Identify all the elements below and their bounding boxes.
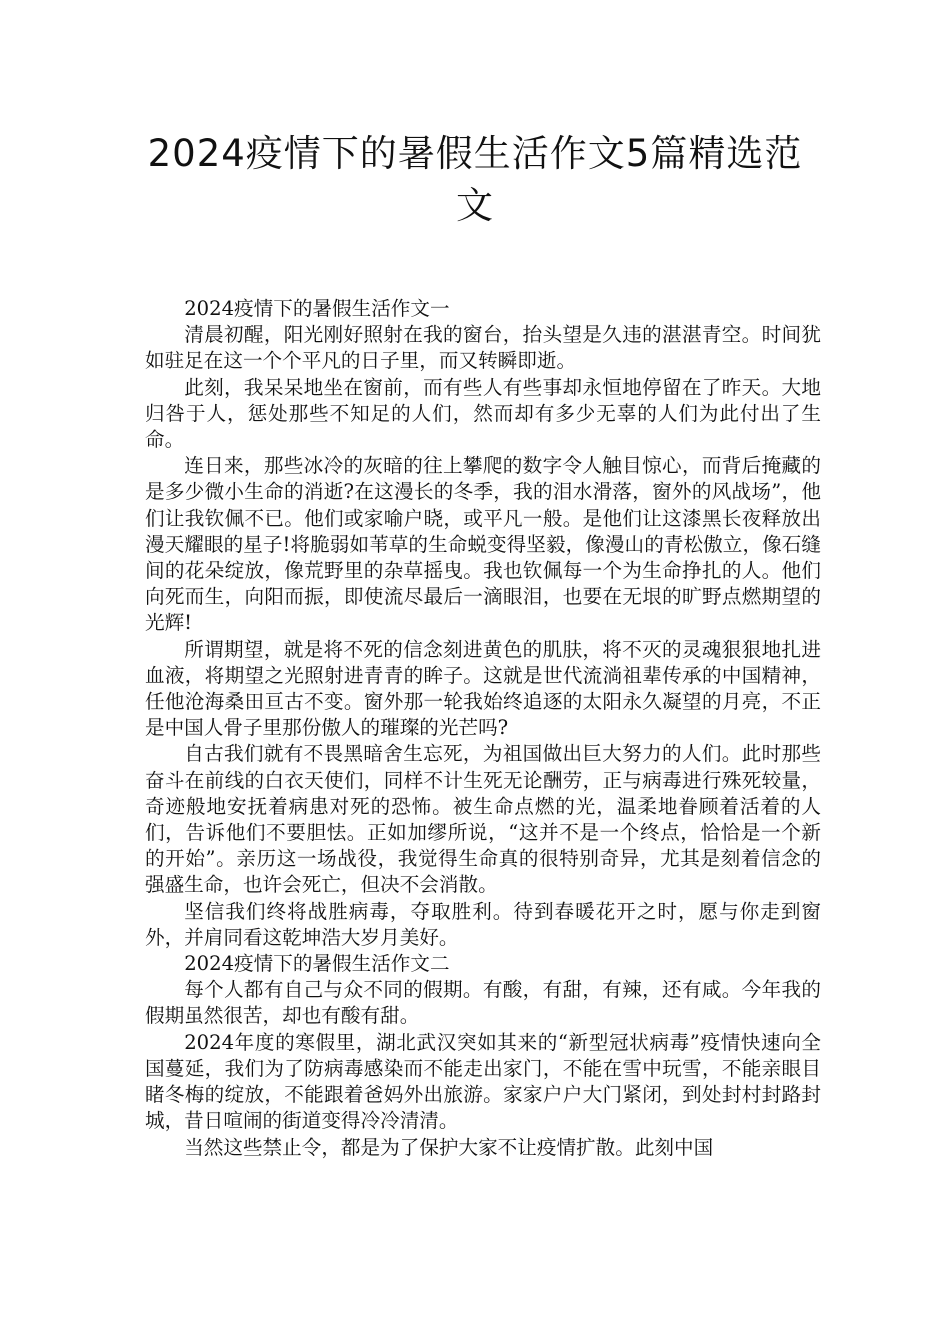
essay-2-heading: 2024疫情下的暑假生活作文二 [184,952,450,976]
paragraph: 2024年度的寒假里，湖北武汉突如其来的“新型冠状病毒”疫情快速向全国蔓延，我们为了防病毒感染而不能走出家门，不能在雪中玩雪，不能亲眼目睹冬梅的绽放，不能跟着爸妈外出旅游。家家户户大门紧闭，到处封村封路封城，昔日喧闹的街道变得冷冷清清。 [145,1030,821,1133]
paragraph: 此刻，我呆呆地坐在窗前，而有些人有些事却永恒地停留在了昨天。大地归咎于人，惩处那些不知足的人们，然而却有多少无辜的人们为此付出了生命。 [145,375,821,452]
paragraph: 每个人都有自己与众不同的假期。有酸，有甜，有辣，还有咸。今年我的假期虽然很苦，却也有酸有甜。 [145,978,821,1028]
document-body [145,296,821,1161]
paragraph: 清晨初醒，阳光刚好照射在我的窗台，抬头望是久违的湛湛青空。时间犹如驻足在这一个个平凡的日子里，而又转瞬即逝。 [145,323,821,373]
paragraph: 自古我们就有不畏黑暗舍生忘死，为祖国做出巨大努力的人们。此时那些奋斗在前线的白衣天使们，同样不计生死无论酬劳，正与病毒进行殊死较量，奇迹般地安抚着病患对死的恐怖。被生命点燃的光，温柔地眷顾着活着的人们，告诉他们不要胆怯。正如加缪所说，“这并不是一个终点，恰恰是一个新的开始”。亲历这一场战役，我觉得生命真的很特别奇异，尤其是刻着信念的强盛生命，也许会死亡，但决不会消散。 [145,742,821,897]
paragraph: 坚信我们终将战胜病毒，夺取胜利。待到春暖花开之时，愿与你走到窗外，并肩同看这乾坤浩大岁月美好。 [145,899,821,949]
paragraph: 当然这些禁止令，都是为了保护大家不让疫情扩散。此刻中国 [184,1135,714,1159]
essay-1-heading: 2024疫情下的暑假生活作文一 [184,297,450,320]
paragraph: 连日来，那些冰冷的灰暗的往上攀爬的数字令人触目惊心，而背后掩藏的是多少微小生命的消逝?在这漫长的冬季，我的泪水滑落，窗外的风战场”，他们让我钦佩不已。他们或家喻户晓，或平凡一般。是他们让这漆黑长夜释放出漫天耀眼的星子!将脆弱如苇草的生命蜕变得坚毅，像漫山的青松傲立，像石缝间的花朵绽放，像荒野里的杂草摇曳。我也钦佩每一个为生命挣扎的人。他们向死而生，向阳而振，即使流尽最后一滴眼泪，也要在无垠的旷野点燃期望的光辉! [145,454,821,635]
paragraph: 所谓期望，就是将不死的信念刻进黄色的肌肤，将不灭的灵魂狠狠地扎进血液，将期望之光照射进青青的眸子。这就是世代流淌祖辈传承的中国精神，任他沧海桑田亘古不变。窗外那一轮我始终追逐的太阳永久凝望的月亮，不正是中国人骨子里那份傲人的璀璨的光芒吗? [145,637,821,740]
document-title: 2024疫情下的暑假生活作文5篇精选范文 [147,132,803,227]
